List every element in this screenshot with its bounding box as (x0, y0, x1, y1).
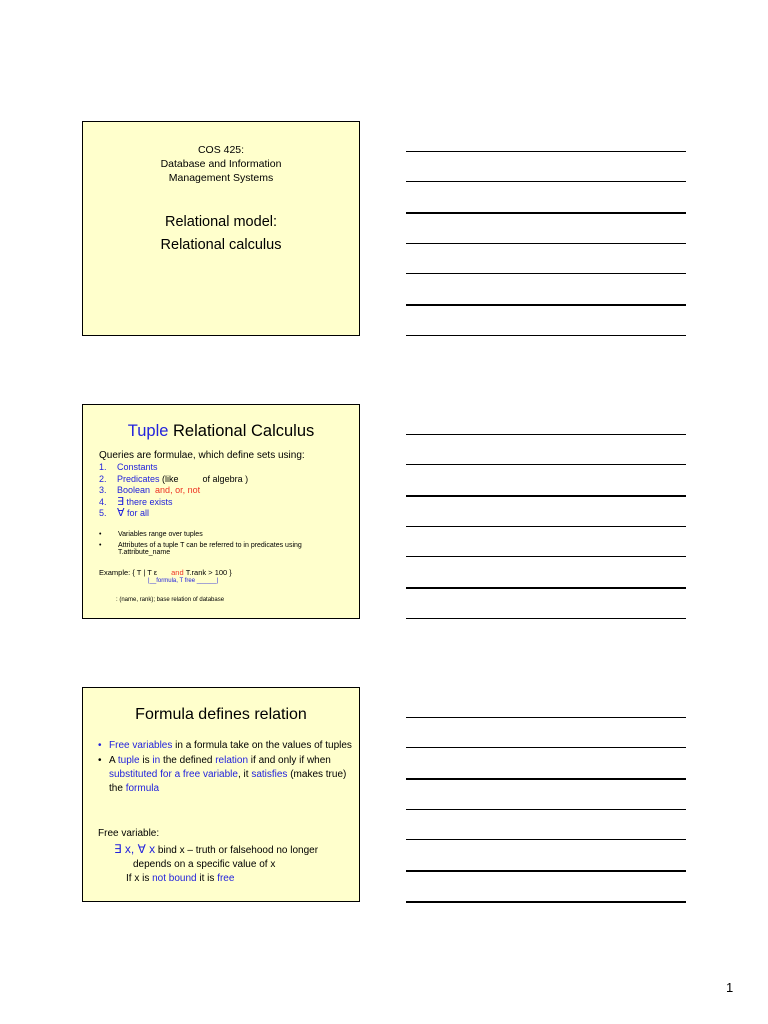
course-heading (83, 143, 359, 185)
note-line (406, 304, 686, 306)
bullet-item: • Free variables in a formula take on the values of tuples (98, 740, 352, 751)
note-line (406, 273, 686, 274)
slide-2-title (83, 422, 359, 441)
note-line (406, 747, 686, 748)
example-line: Example: { T | T ε and T.rank > 100 } (99, 568, 232, 577)
bullet-item: • Attributes of a tuple T can be referred to in predicates using (99, 542, 302, 549)
note-line (406, 434, 686, 435)
bullet-item: • Variables range over tuples (99, 531, 203, 538)
slide-3 (82, 687, 360, 902)
slide-2 (82, 404, 360, 619)
course-name-line1: Database and Information (160, 158, 282, 170)
binding-explanation: ∃ x, ∀ x bind x – truth or falsehood no longer depends on a specific value of x (114, 842, 319, 870)
list-item: 5. ∀ for all (99, 507, 150, 519)
note-line (406, 717, 686, 718)
course-code: COS 425: (197, 144, 245, 156)
not-bound-line: If x is not bound it is free (126, 873, 235, 884)
note-line (406, 464, 686, 465)
list-item: 2. Predicates (like of algebra ) (99, 473, 249, 484)
note-line (406, 618, 686, 619)
slide-1 (82, 121, 360, 336)
note-line (406, 212, 686, 214)
quantifier-symbols: ∃ x, ∀ x (114, 842, 156, 856)
bullet-continuation: T.attribute_name (118, 549, 171, 556)
title-line1: Relational model: (164, 214, 278, 230)
relation-note: : (name, rank); base relation of database (116, 597, 225, 603)
title-tuple: Tuple (127, 422, 169, 440)
list-item: 3. Boolean and, or, not (99, 485, 201, 495)
note-line (406, 181, 686, 182)
note-line (406, 839, 686, 840)
page-number: 1 (726, 980, 734, 995)
bullet-list (98, 739, 353, 797)
list-item: 1. Constants (99, 462, 158, 472)
note-line (406, 151, 686, 152)
note-line (406, 901, 686, 903)
slide-3-title: Formula defines relation (135, 706, 307, 723)
exists-symbol: ∃ (117, 495, 124, 508)
title-rest: Relational Calculus (168, 422, 315, 440)
course-name-line2: Management Systems (168, 172, 274, 184)
note-line (406, 526, 686, 527)
free-variable-label: Free variable: (98, 828, 160, 839)
note-line (406, 556, 686, 557)
note-line (406, 243, 686, 244)
intro-text: Queries are formulae, which define sets using: (99, 450, 305, 461)
note-line (406, 495, 686, 497)
note-line (406, 778, 686, 780)
note-line (406, 870, 686, 872)
bullet-item: • A tuple is in the defined relation if and only if when substituted for a free variable, it satisfies (makes true) the formula (98, 755, 347, 794)
example-annotation: |__formula, T free ______| (148, 578, 219, 584)
slide-1-title (83, 211, 359, 257)
note-line (406, 587, 686, 589)
note-line (406, 809, 686, 810)
numbered-list (99, 462, 248, 520)
forall-symbol: ∀ (117, 507, 125, 519)
list-item: 4. ∃ there exists (99, 495, 173, 508)
note-line (406, 335, 686, 336)
title-line2: Relational calculus (160, 237, 282, 253)
